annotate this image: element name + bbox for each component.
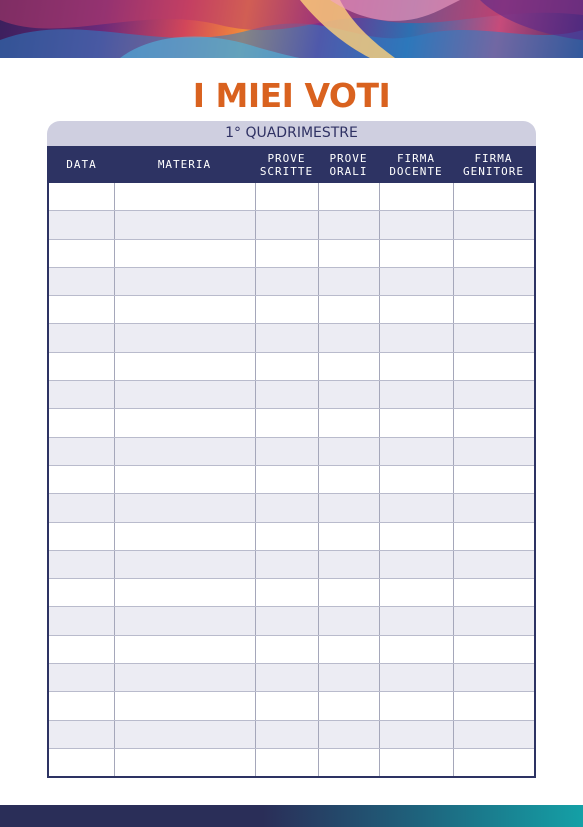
table-cell[interactable] bbox=[379, 664, 453, 692]
table-row bbox=[49, 579, 534, 607]
table-cell[interactable] bbox=[49, 324, 114, 352]
table-cell[interactable] bbox=[453, 465, 534, 493]
table-cell[interactable] bbox=[318, 296, 379, 324]
table-row bbox=[49, 183, 534, 211]
table-cell[interactable] bbox=[255, 692, 318, 720]
table-cell[interactable] bbox=[49, 409, 114, 437]
table-cell[interactable] bbox=[453, 381, 534, 409]
table-cell[interactable] bbox=[114, 437, 255, 465]
table-cell[interactable] bbox=[49, 183, 114, 211]
table-cell[interactable] bbox=[318, 211, 379, 239]
table-body bbox=[49, 183, 534, 776]
table-row bbox=[49, 522, 534, 550]
table-cell[interactable] bbox=[379, 579, 453, 607]
table-cell[interactable] bbox=[318, 664, 379, 692]
table-cell[interactable] bbox=[49, 692, 114, 720]
table-header-row bbox=[49, 146, 534, 183]
table-cell[interactable] bbox=[255, 211, 318, 239]
table-cell[interactable] bbox=[255, 409, 318, 437]
table-cell[interactable] bbox=[114, 607, 255, 635]
table-cell[interactable] bbox=[114, 664, 255, 692]
table-cell[interactable] bbox=[379, 748, 453, 776]
table-cell[interactable] bbox=[49, 579, 114, 607]
table-cell[interactable] bbox=[49, 494, 114, 522]
table-cell[interactable] bbox=[49, 239, 114, 267]
table-row bbox=[49, 494, 534, 522]
column-header-label: PROVE bbox=[267, 151, 306, 165]
section-header: 1° QUADRIMESTRE bbox=[47, 121, 536, 147]
table-cell[interactable] bbox=[453, 635, 534, 663]
table-cell[interactable] bbox=[255, 550, 318, 578]
table-row bbox=[49, 352, 534, 380]
table-cell[interactable] bbox=[318, 522, 379, 550]
table-row bbox=[49, 607, 534, 635]
table-row bbox=[49, 635, 534, 663]
column-header-label: PROVE bbox=[329, 151, 368, 165]
table-cell[interactable] bbox=[318, 692, 379, 720]
table-cell[interactable] bbox=[318, 324, 379, 352]
column-header-label: DOCENTE bbox=[389, 164, 443, 178]
table-cell[interactable] bbox=[114, 381, 255, 409]
column-header-data bbox=[49, 146, 114, 183]
table-row bbox=[49, 324, 534, 352]
decorative-banner bbox=[0, 0, 583, 58]
table-cell[interactable] bbox=[379, 381, 453, 409]
table-cell[interactable] bbox=[49, 720, 114, 748]
table-cell[interactable] bbox=[318, 748, 379, 776]
table-cell[interactable] bbox=[379, 607, 453, 635]
table-cell[interactable] bbox=[114, 296, 255, 324]
table-cell[interactable] bbox=[453, 607, 534, 635]
column-header-prove-orali bbox=[318, 146, 379, 183]
column-header-label: GENITORE bbox=[463, 164, 524, 178]
table-cell[interactable] bbox=[453, 211, 534, 239]
table-row bbox=[49, 465, 534, 493]
table-cell[interactable] bbox=[255, 465, 318, 493]
table-cell[interactable] bbox=[453, 352, 534, 380]
table-cell[interactable] bbox=[49, 381, 114, 409]
table-cell[interactable] bbox=[453, 748, 534, 776]
table-cell[interactable] bbox=[49, 437, 114, 465]
column-header-label: DATA bbox=[66, 158, 97, 171]
table-cell[interactable] bbox=[379, 211, 453, 239]
table-cell[interactable] bbox=[453, 267, 534, 295]
table-cell[interactable] bbox=[255, 748, 318, 776]
table-cell[interactable] bbox=[379, 522, 453, 550]
table-cell[interactable] bbox=[453, 437, 534, 465]
table-cell[interactable] bbox=[255, 635, 318, 663]
table-row bbox=[49, 267, 534, 295]
table-cell[interactable] bbox=[453, 296, 534, 324]
table-cell[interactable] bbox=[49, 465, 114, 493]
table-row bbox=[49, 409, 534, 437]
table-cell[interactable] bbox=[318, 465, 379, 493]
table-cell[interactable] bbox=[255, 437, 318, 465]
table-cell[interactable] bbox=[379, 550, 453, 578]
table-row bbox=[49, 381, 534, 409]
table-cell[interactable] bbox=[379, 465, 453, 493]
table-cell[interactable] bbox=[453, 522, 534, 550]
table-cell[interactable] bbox=[318, 437, 379, 465]
table-cell[interactable] bbox=[49, 352, 114, 380]
table-cell[interactable] bbox=[114, 211, 255, 239]
column-header-label: FIRMA bbox=[396, 151, 436, 165]
table-row bbox=[49, 211, 534, 239]
table-cell[interactable] bbox=[318, 239, 379, 267]
table-cell[interactable] bbox=[453, 664, 534, 692]
table-cell[interactable] bbox=[453, 720, 534, 748]
table-cell[interactable] bbox=[379, 437, 453, 465]
abstract-swirl-art bbox=[0, 0, 583, 58]
table-cell[interactable] bbox=[453, 183, 534, 211]
table-cell[interactable] bbox=[114, 352, 255, 380]
table-cell[interactable] bbox=[255, 324, 318, 352]
table-row bbox=[49, 239, 534, 267]
table-cell[interactable] bbox=[49, 522, 114, 550]
table-cell[interactable] bbox=[114, 183, 255, 211]
table-cell[interactable] bbox=[114, 550, 255, 578]
column-header-label: ORALI bbox=[329, 164, 368, 178]
table-cell[interactable] bbox=[379, 324, 453, 352]
table-cell[interactable] bbox=[318, 607, 379, 635]
table-cell[interactable] bbox=[453, 324, 534, 352]
table-cell[interactable] bbox=[114, 324, 255, 352]
table-cell[interactable] bbox=[453, 692, 534, 720]
table-cell[interactable] bbox=[49, 664, 114, 692]
footer-bar bbox=[0, 805, 583, 827]
table-cell[interactable] bbox=[255, 579, 318, 607]
table-cell[interactable] bbox=[114, 720, 255, 748]
table-cell[interactable] bbox=[114, 692, 255, 720]
table-row bbox=[49, 296, 534, 324]
grades-table bbox=[49, 146, 534, 776]
column-header-materia bbox=[114, 146, 255, 183]
table-row bbox=[49, 664, 534, 692]
table-cell[interactable] bbox=[379, 692, 453, 720]
table-cell[interactable] bbox=[379, 183, 453, 211]
table-cell[interactable] bbox=[49, 550, 114, 578]
table-cell[interactable] bbox=[318, 579, 379, 607]
table-cell[interactable] bbox=[318, 494, 379, 522]
table-cell[interactable] bbox=[318, 183, 379, 211]
table-cell[interactable] bbox=[255, 381, 318, 409]
table-cell[interactable] bbox=[379, 494, 453, 522]
table-cell[interactable] bbox=[114, 748, 255, 776]
table-cell[interactable] bbox=[379, 720, 453, 748]
table-cell[interactable] bbox=[255, 296, 318, 324]
table-row bbox=[49, 437, 534, 465]
table-cell[interactable] bbox=[255, 352, 318, 380]
table-cell[interactable] bbox=[114, 267, 255, 295]
table-cell[interactable] bbox=[318, 381, 379, 409]
table-cell[interactable] bbox=[255, 239, 318, 267]
table-cell[interactable] bbox=[453, 239, 534, 267]
table-cell[interactable] bbox=[453, 494, 534, 522]
table-cell[interactable] bbox=[379, 352, 453, 380]
table-cell[interactable] bbox=[114, 409, 255, 437]
table-cell[interactable] bbox=[379, 239, 453, 267]
table-cell[interactable] bbox=[49, 635, 114, 663]
table-cell[interactable] bbox=[255, 607, 318, 635]
table-cell[interactable] bbox=[453, 579, 534, 607]
table-cell[interactable] bbox=[114, 522, 255, 550]
table-cell[interactable] bbox=[318, 720, 379, 748]
table-cell[interactable] bbox=[114, 494, 255, 522]
table-cell[interactable] bbox=[379, 267, 453, 295]
column-header-prove-scritte bbox=[255, 146, 318, 183]
table-cell[interactable] bbox=[255, 664, 318, 692]
table-cell[interactable] bbox=[453, 409, 534, 437]
column-header-label: MATERIA bbox=[157, 158, 212, 171]
table-row bbox=[49, 550, 534, 578]
column-header-firma-genitore bbox=[453, 146, 534, 183]
table-cell[interactable] bbox=[379, 296, 453, 324]
table-cell[interactable] bbox=[49, 296, 114, 324]
table-cell[interactable] bbox=[114, 579, 255, 607]
table-cell[interactable] bbox=[318, 550, 379, 578]
table-cell[interactable] bbox=[114, 635, 255, 663]
table-cell[interactable] bbox=[49, 211, 114, 239]
table-cell[interactable] bbox=[255, 522, 318, 550]
table-row bbox=[49, 692, 534, 720]
table-cell[interactable] bbox=[379, 635, 453, 663]
table-cell[interactable] bbox=[318, 409, 379, 437]
table-cell[interactable] bbox=[255, 183, 318, 211]
table-cell[interactable] bbox=[453, 550, 534, 578]
table-cell[interactable] bbox=[318, 635, 379, 663]
table-cell[interactable] bbox=[255, 720, 318, 748]
table-cell[interactable] bbox=[379, 409, 453, 437]
table-cell[interactable] bbox=[318, 352, 379, 380]
table-cell[interactable] bbox=[49, 748, 114, 776]
grades-table-container bbox=[47, 146, 536, 778]
column-header-firma-docente bbox=[379, 146, 453, 183]
table-cell[interactable] bbox=[255, 494, 318, 522]
table-cell[interactable] bbox=[318, 267, 379, 295]
table-cell[interactable] bbox=[114, 239, 255, 267]
table-row bbox=[49, 748, 534, 776]
column-header-label: SCRITTE bbox=[259, 164, 314, 178]
table-cell[interactable] bbox=[49, 267, 114, 295]
table-cell[interactable] bbox=[49, 607, 114, 635]
table-cell[interactable] bbox=[255, 267, 318, 295]
column-header-label: FIRMA bbox=[474, 151, 513, 165]
table-cell[interactable] bbox=[114, 465, 255, 493]
table-row bbox=[49, 720, 534, 748]
page-title: I MIEI VOTI bbox=[192, 76, 391, 115]
